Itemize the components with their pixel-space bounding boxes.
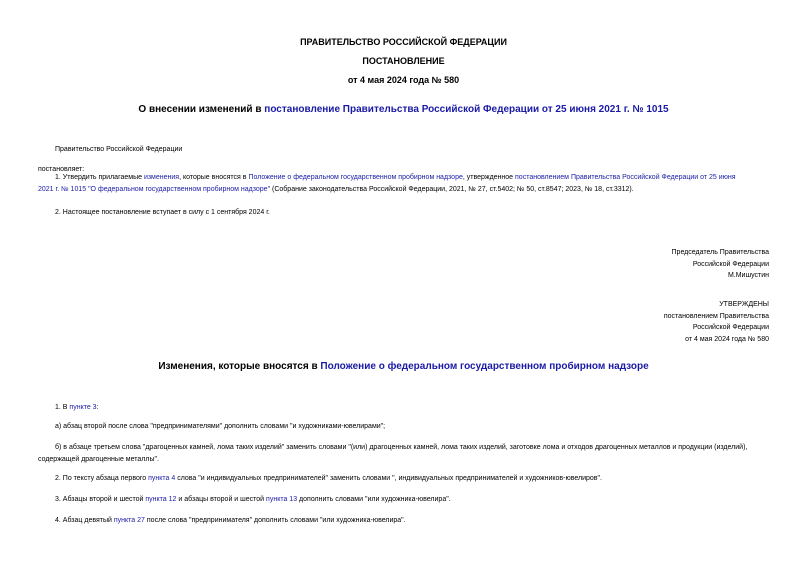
signature-line-1: Председатель Правительства <box>671 249 769 256</box>
item-3 <box>55 494 451 506</box>
p1-link-changes[interactable]: изменения <box>143 174 180 181</box>
item-4-link[interactable]: пункта 27 <box>113 517 145 524</box>
item-2-text-a: 2. По тексту абзаца первого <box>55 475 149 482</box>
decree-text: постановляет: <box>38 166 85 173</box>
changes-title <box>0 361 807 372</box>
item-2-text-b: слова "и индивидуальных предпринимателей" заменить словами ", индивидуальных предпринимателей и художников-ювелиров". <box>175 475 602 482</box>
p1-text-d: (Собрание законодательства Российской Федерации, 2021, № 27, ст.5402; № 50, ст.8547; 2023, № 18, ст.3312). <box>270 185 634 193</box>
item-4-text-a: 4. Абзац девятый <box>55 517 114 524</box>
item-3-text-b: и абзацы второй и шестой <box>176 496 267 503</box>
item-1-text-b: : <box>96 404 99 411</box>
approved-line-4: от 4 мая 2024 года № 580 <box>685 335 769 343</box>
paragraph-1 <box>38 172 773 195</box>
item-3-text-a: 3. Абзацы второй и шестой <box>55 496 146 503</box>
item-1b <box>38 442 778 465</box>
item-1b-line-1: б) в абзаце третьем слова "драгоценных камней, лома таких изделий" заменить словами "(или) драгоценных камней, лома таких изделий, заготовке лома и отходов драгоценных металлов и продукции (изделий), <box>55 444 748 451</box>
p1-text-b: , которые вносятся в <box>179 174 249 181</box>
approved-line-1: УТВЕРЖДЕНЫ <box>719 301 769 308</box>
p1-text-a: 1. Утвердить прилагаемые <box>55 174 144 181</box>
approved-line-2: постановлением Правительства <box>663 312 769 320</box>
signature-block <box>672 247 769 282</box>
item-2 <box>55 473 602 485</box>
item-1a: а) абзац второй после слова "предпринимателями" дополнить словами "и художниками-ювелирами"; <box>55 423 386 430</box>
signature-line-3: М.Мишустин <box>727 272 769 279</box>
doc-title-prefix: О внесении изменений в <box>138 104 265 115</box>
signature-line-2: Российской Федерации <box>692 260 769 268</box>
issuer-text: Правительство Российской Федерации <box>55 146 183 153</box>
p1-link-decree[interactable]: постановлением Правительства Российской Федерации от 25 июня <box>515 174 736 181</box>
item-1 <box>55 402 99 414</box>
org-header: ПРАВИТЕЛЬСТВО РОССИЙСКОЙ ФЕДЕРАЦИИ <box>300 37 507 47</box>
p1-text-c: , утвержденное <box>462 174 516 181</box>
item-2-link[interactable]: пункта 4 <box>148 475 176 482</box>
doc-title <box>0 104 807 115</box>
item-3-link-1[interactable]: пункта 12 <box>145 496 177 503</box>
doc-type: ПОСТАНОВЛЕНИЕ <box>362 56 445 66</box>
doc-title-link[interactable]: постановление Правительства Российской Федерации от 25 июня 2021 г. № 1015 <box>264 104 669 115</box>
doc-date-number: от 4 мая 2024 года № 580 <box>347 75 460 85</box>
paragraph-2: 2. Настоящее постановление вступает в силу с 1 сентября 2024 г. <box>55 209 270 216</box>
p1-link-decree-cont[interactable]: 2021 г. № 1015 "О федеральном государственном пробирном надзоре" <box>38 185 271 193</box>
changes-title-prefix: Изменения, которые вносятся в <box>158 361 321 372</box>
item-1b-line-2: содержащей драгоценные металлы". <box>38 455 159 463</box>
item-1-link[interactable]: пункте 3 <box>69 404 97 411</box>
item-3-text-c: дополнить словами "или художника-ювелира". <box>297 496 451 503</box>
item-1-text-a: 1. В <box>55 404 70 411</box>
changes-title-link[interactable]: Положение о федеральном государственном пробирном надзоре <box>320 361 649 372</box>
p1-link-regulation[interactable]: Положение о федеральном государственном пробирном надзоре <box>248 174 463 181</box>
approved-block <box>664 299 769 345</box>
item-3-link-2[interactable]: пункта 13 <box>266 496 298 503</box>
item-4 <box>55 515 406 527</box>
item-4-text-b: после слова "предпринимателя" дополнить словами "или художника-ювелира". <box>144 517 406 524</box>
approved-line-3: Российской Федерации <box>692 324 769 331</box>
